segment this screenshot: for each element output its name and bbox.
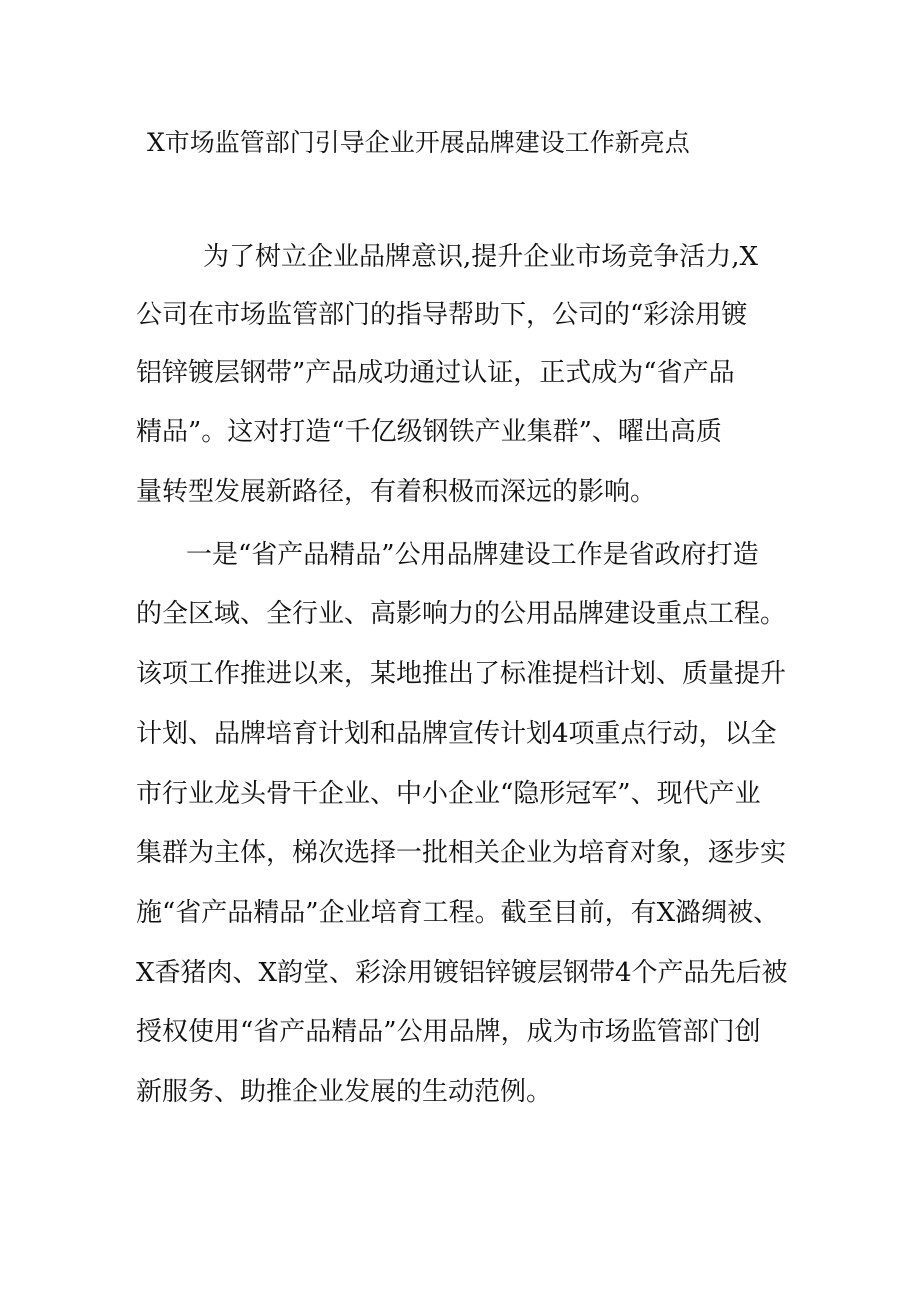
paragraph-1-line-5: 量转型发展新路径，有着积极而深远的影响。 — [136, 477, 657, 507]
paragraph-2-line-8: X香猪肉、X韵堂、彩涂用镀铝锌镀层钢带4个产品先后被 — [136, 958, 788, 988]
paragraph-2-line-4: 计划、品牌培育计划和品牌宣传计划4项重点行动，以全 — [136, 719, 777, 749]
paragraph-2-line-6: 集群为主体，梯次选择一批相关企业为培育对象，逐步实 — [136, 838, 787, 868]
paragraph-2-line-2: 的全区域、全行业、高影响力的公用品牌建设重点工程。 — [136, 599, 787, 629]
paragraph-1-line-3: 铝锌镀层钢带”产品成功通过认证，正式成为“省产品 — [136, 358, 735, 388]
paragraph-2-line-9: 授权使用“省产品精品”公用品牌，成为市场监管部门创 — [136, 1017, 761, 1047]
paragraph-1-line-1: 为了树立企业品牌意识,提升企业市场竞争活力,X — [203, 242, 759, 272]
document-title: X市场监管部门引导企业开展品牌建设工作新亮点 — [147, 128, 690, 157]
paragraph-2-line-5: 市行业龙头骨干企业、中小企业“隐形冠军”、现代产业 — [136, 779, 761, 809]
paragraph-2-line-10: 新服务、助推企业发展的生动范例。 — [136, 1077, 553, 1107]
paragraph-2-line-3: 该项工作推进以来，某地推出了标准提档计划、质量提升 — [136, 659, 787, 689]
paragraph-1-line-2: 公司在市场监管部门的指导帮助下，公司的“彩涂用镀 — [136, 300, 748, 330]
paragraph-1-line-4: 精品”。这对打造“千亿级钢铁产业集群”、曜出高质 — [136, 417, 722, 447]
paragraph-2-line-1: 一是“省产品精品”公用品牌建设工作是省政府打造 — [186, 540, 759, 570]
paragraph-2-line-7: 施“省产品精品”企业培育工程。截至目前，有X潞绸被、 — [136, 898, 780, 928]
